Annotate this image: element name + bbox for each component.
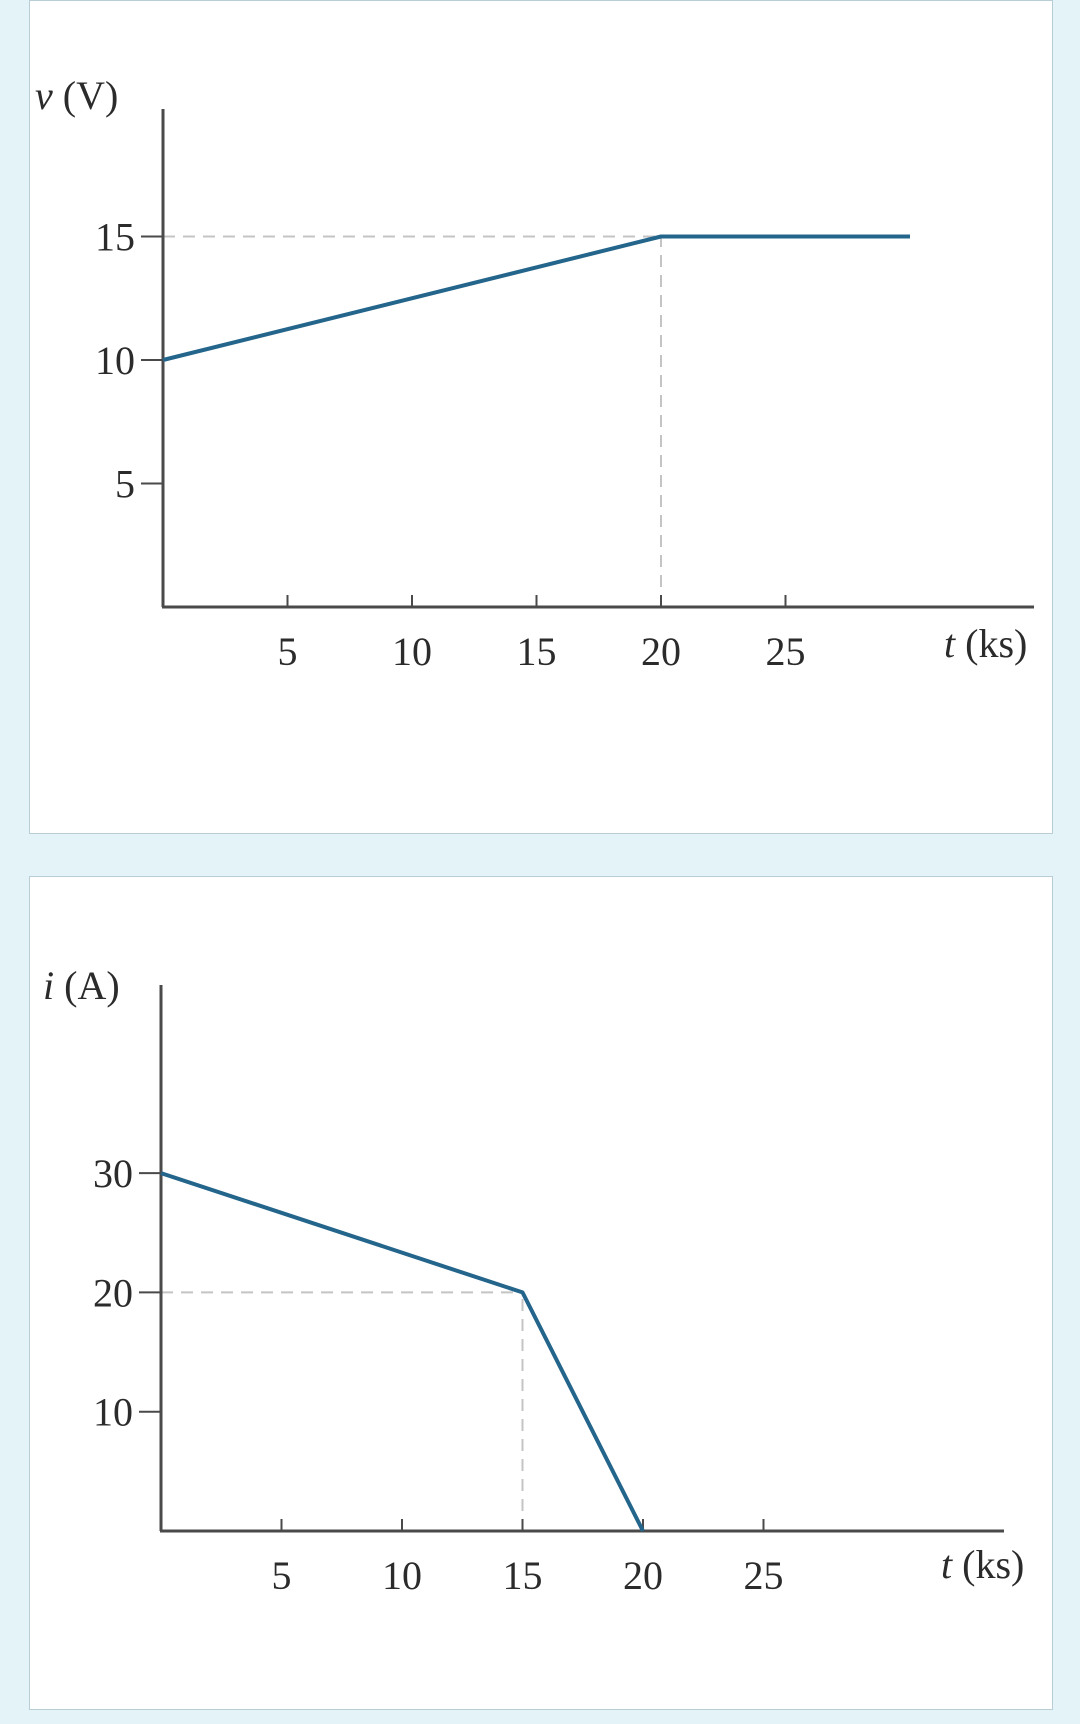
x-axis-label-symbol: t: [941, 1542, 953, 1587]
y-axis-label-symbol: v: [35, 73, 53, 118]
x-tick-label: 5: [271, 1553, 292, 1598]
y-tick-label: 10: [95, 338, 135, 383]
x-axis-label-unit: (ks): [955, 621, 1028, 666]
x-tick-label: 25: [743, 1553, 784, 1598]
x-tick-label: 5: [277, 629, 298, 674]
series-line: [163, 237, 910, 361]
x-tick-label: 10: [392, 629, 432, 674]
y-tick-label: 20: [93, 1270, 133, 1316]
y-axis-label: [35, 73, 118, 118]
x-tick-label: 25: [765, 629, 806, 674]
y-axis-label-symbol: i: [43, 963, 55, 1008]
y-axis-label: [43, 963, 120, 1008]
x-axis-label-symbol: t: [944, 621, 956, 666]
x-tick-label: 20: [623, 1553, 663, 1598]
y-tick-label: 5: [115, 461, 135, 507]
voltage-chart: [30, 1, 1054, 835]
series-line: [161, 1173, 643, 1531]
y-tick-label: 10: [93, 1389, 133, 1435]
x-axis-label-unit: (ks): [952, 1542, 1025, 1587]
x-tick-label: 15: [516, 629, 557, 674]
x-tick-label: 10: [382, 1553, 422, 1598]
x-tick-label: 15: [502, 1553, 543, 1598]
y-tick-label: 30: [93, 1151, 133, 1197]
y-tick-label: 15: [95, 214, 135, 260]
x-axis-label: [941, 1542, 1024, 1587]
x-tick-label: 20: [641, 629, 681, 674]
y-axis-label-unit: (V): [52, 73, 119, 118]
x-axis-label: [944, 621, 1027, 666]
current-chart: [30, 877, 1054, 1711]
y-axis-label-unit: (A): [54, 963, 120, 1008]
voltage-chart-panel: [29, 0, 1053, 834]
current-chart-panel: [29, 876, 1053, 1710]
